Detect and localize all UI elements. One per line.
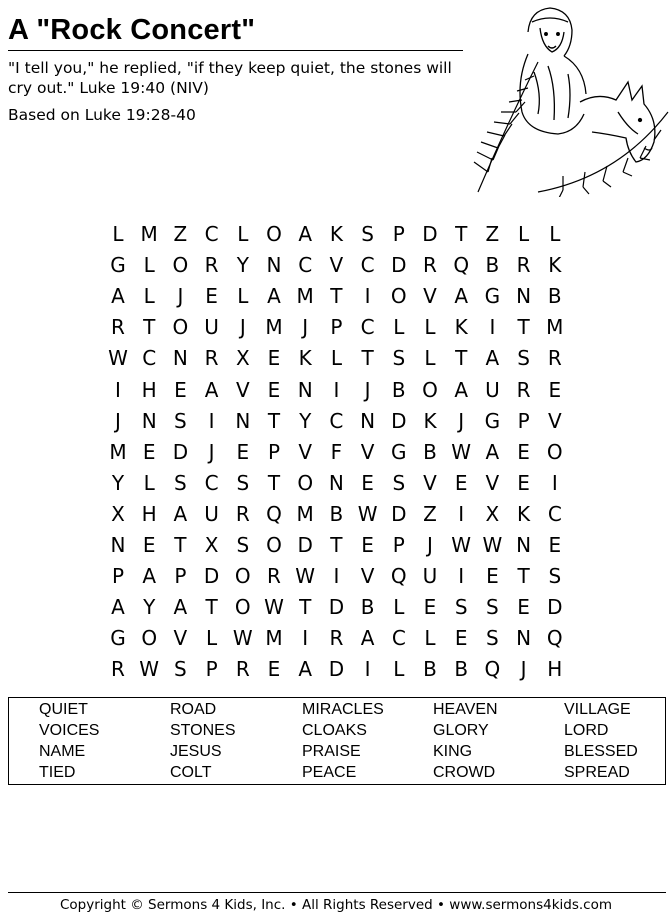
grid-letter: L	[393, 657, 405, 682]
grid-letter: J	[458, 408, 465, 433]
grid-letter: Z	[485, 222, 500, 246]
grid-letter: D	[547, 595, 563, 620]
grid-letter: D	[391, 253, 407, 278]
grid-letter: S	[392, 346, 406, 371]
grid-letter: E	[142, 533, 156, 557]
grid-letter: R	[235, 501, 250, 526]
grid-letter: B	[454, 657, 469, 682]
grid-letter: I	[208, 408, 215, 433]
grid-letter: O	[546, 439, 563, 464]
grid-letter: Y	[143, 595, 156, 620]
grid-letter: M	[109, 439, 127, 464]
grid-letter: L	[424, 346, 436, 371]
page-title: A "Rock Concert"	[8, 14, 256, 46]
based-on-reference: Based on Luke 19:28-40	[8, 106, 196, 124]
grid-letter: X	[485, 501, 500, 526]
grid-letter: W	[295, 564, 316, 589]
grid-letter: O	[266, 222, 282, 246]
grid-letter: U	[422, 564, 438, 589]
word-list-item: CROWD	[433, 764, 496, 781]
grid-letter: K	[454, 315, 468, 340]
grid-letter: D	[391, 408, 407, 433]
grid-letter: E	[548, 377, 562, 402]
grid-letter: O	[390, 284, 407, 309]
grid-letter: A	[173, 501, 188, 526]
word-list-item: PRAISE	[302, 743, 361, 760]
grid-letter: S	[236, 470, 250, 495]
grid-letter: E	[517, 439, 530, 464]
grid-letter: E	[142, 439, 156, 464]
grid-letter: L	[206, 626, 218, 651]
grid-letter: W	[482, 533, 503, 557]
grid-letter: E	[454, 470, 468, 495]
grid-letter: L	[549, 222, 561, 246]
grid-letter: A	[204, 377, 219, 402]
grid-letter: T	[455, 222, 468, 246]
grid-letter: W	[357, 501, 378, 526]
grid-letter: S	[236, 533, 250, 557]
grid-letter: I	[458, 564, 465, 589]
grid-letter: V	[298, 439, 313, 464]
grid-letter: B	[485, 253, 500, 278]
grid-letter: U	[485, 377, 500, 402]
grid-letter: K	[329, 222, 343, 246]
grid-letter: T	[361, 346, 374, 371]
grid-letter: X	[235, 346, 250, 371]
grid-letter: G	[484, 284, 501, 309]
grid-letter: J	[177, 284, 184, 309]
grid-letter: L	[237, 222, 249, 246]
grid-letter: J	[239, 315, 246, 340]
grid-letter: A	[454, 284, 469, 309]
grid-letter: I	[115, 377, 121, 402]
grid-letter: R	[329, 626, 344, 651]
grid-letter: I	[489, 315, 496, 340]
grid-letter: E	[517, 595, 530, 620]
grid-letter: N	[266, 253, 282, 278]
grid-letter: E	[267, 377, 281, 402]
grid-letter: M	[296, 501, 314, 526]
grid-letter: L	[518, 222, 530, 246]
grid-letter: I	[551, 470, 558, 495]
word-list-item: VOICES	[39, 722, 100, 739]
grid-letter: C	[360, 315, 375, 340]
grid-letter: C	[142, 346, 157, 371]
grid-letter: L	[393, 595, 405, 620]
grid-letter: E	[486, 564, 499, 589]
grid-letter: D	[328, 657, 345, 682]
grid-letter: W	[108, 346, 128, 371]
grid-letter: S	[392, 470, 406, 495]
footer-divider	[8, 892, 666, 893]
grid-letter: S	[174, 470, 187, 495]
grid-letter: E	[205, 284, 218, 309]
grid-letter: H	[141, 501, 157, 526]
grid-letter: L	[424, 626, 436, 651]
grid-letter: Z	[173, 222, 188, 246]
grid-letter: O	[172, 315, 189, 340]
grid-letter: N	[328, 470, 344, 495]
grid-letter: Y	[236, 253, 249, 278]
grid-letter: Z	[423, 501, 437, 526]
grid-letter: K	[423, 408, 437, 433]
grid-letter: Y	[111, 470, 125, 495]
grid-letter: O	[141, 626, 158, 651]
grid-letter: W	[264, 595, 284, 620]
grid-letter: T	[205, 595, 218, 620]
grid-letter: A	[267, 284, 281, 309]
grid-letter: B	[423, 439, 437, 464]
grid-letter: J	[115, 408, 121, 433]
grid-letter: A	[173, 595, 188, 620]
grid-letter: N	[516, 284, 532, 309]
grid-letter: R	[204, 253, 219, 278]
grid-letter: O	[422, 377, 438, 402]
grid-letter: T	[174, 533, 187, 557]
grid-letter: I	[458, 501, 465, 526]
grid-letter: S	[174, 657, 187, 682]
grid-letter: J	[208, 439, 215, 464]
grid-letter: D	[391, 501, 407, 526]
grid-letter: L	[112, 222, 124, 246]
grid-letter: Q	[390, 564, 407, 589]
grid-letter: A	[298, 222, 313, 246]
grid-letter: Q	[546, 626, 563, 651]
grid-letter: N	[516, 533, 532, 557]
grid-letter: V	[360, 439, 375, 464]
grid-letter: L	[143, 253, 155, 278]
grid-letter: C	[547, 501, 562, 526]
word-list-item: PEACE	[302, 764, 357, 781]
word-list-item: STONES	[170, 722, 236, 739]
word-list-item: HEAVEN	[433, 701, 498, 718]
grid-letter: J	[520, 657, 527, 682]
grid-letter: V	[329, 253, 344, 278]
grid-letter: R	[111, 657, 125, 682]
grid-letter: E	[174, 377, 187, 402]
grid-letter: O	[172, 253, 189, 278]
grid-letter: E	[361, 533, 374, 557]
grid-letter: C	[329, 408, 344, 433]
grid-letter: P	[392, 533, 405, 557]
grid-letter: M	[546, 315, 564, 340]
word-list-item: TIED	[39, 764, 76, 781]
grid-letter: Q	[266, 501, 282, 526]
grid-letter: I	[302, 626, 309, 651]
grid-letter: D	[328, 595, 345, 620]
grid-letter: W	[232, 626, 253, 651]
grid-letter: K	[548, 253, 562, 278]
grid-letter: S	[361, 222, 374, 246]
grid-letter: E	[267, 657, 281, 682]
grid-letter: R	[547, 346, 562, 371]
grid-letter: N	[141, 408, 157, 433]
grid-letter: S	[486, 626, 499, 651]
grid-letter: V	[173, 626, 188, 651]
word-list-item: BLESSED	[564, 743, 638, 760]
grid-letter: A	[360, 626, 375, 651]
grid-letter: I	[364, 284, 371, 309]
grid-letter: P	[205, 657, 218, 682]
grid-letter: F	[330, 439, 343, 464]
grid-letter: V	[485, 470, 500, 495]
grid-letter: V	[547, 408, 562, 433]
grid-letter: W	[139, 657, 160, 682]
grid-letter: Q	[484, 657, 501, 682]
grid-letter: J	[364, 377, 371, 402]
grid-letter: E	[454, 626, 468, 651]
grid-letter: D	[203, 564, 220, 589]
jesus-on-donkey-illustration	[468, 2, 670, 197]
grid-letter: N	[110, 533, 126, 557]
grid-letter: V	[423, 284, 437, 309]
grid-letter: T	[330, 533, 343, 557]
word-list-item: LORD	[564, 722, 609, 739]
grid-letter: L	[143, 470, 155, 495]
grid-letter: S	[548, 564, 562, 589]
grid-letter: N	[360, 408, 376, 433]
grid-letter: E	[517, 470, 530, 495]
grid-letter: O	[266, 533, 282, 557]
word-list-item: JESUS	[170, 743, 222, 760]
word-list-item: VILLAGE	[564, 701, 631, 718]
grid-letter: B	[360, 595, 375, 620]
grid-letter: E	[548, 533, 562, 557]
grid-letter: M	[296, 284, 314, 309]
grid-letter: Q	[453, 253, 470, 278]
grid-letter: D	[297, 533, 313, 557]
grid-letter: T	[267, 470, 281, 495]
grid-letter: N	[172, 346, 188, 371]
grid-letter: S	[174, 408, 187, 433]
grid-letter: X	[204, 533, 219, 557]
grid-letter: E	[267, 346, 281, 371]
grid-letter: J	[302, 315, 309, 340]
grid-letter: P	[392, 222, 405, 246]
grid-letter: L	[330, 346, 342, 371]
grid-letter: R	[516, 377, 531, 402]
grid-letter: B	[329, 501, 344, 526]
grid-letter: R	[516, 253, 531, 278]
grid-letter: R	[235, 657, 250, 682]
grid-letter: N	[516, 626, 532, 651]
grid-letter: X	[111, 501, 125, 526]
grid-letter: V	[360, 564, 375, 589]
word-list-box	[8, 697, 666, 785]
word-list-item: MIRACLES	[302, 701, 384, 718]
scripture-verse: "I tell you," he replied, "if they keep quiet, the stones will cry out." Luke 19:40 (NIV)	[8, 59, 452, 97]
grid-letter: P	[330, 315, 343, 340]
grid-letter: C	[204, 222, 219, 246]
grid-letter: B	[391, 377, 406, 402]
grid-letter: L	[143, 284, 155, 309]
grid-letter: E	[236, 439, 250, 464]
word-list-item: KING	[433, 743, 473, 760]
grid-letter: C	[360, 253, 375, 278]
grid-letter: V	[423, 470, 437, 495]
grid-letter: U	[204, 315, 219, 340]
grid-letter: R	[423, 253, 437, 278]
grid-letter: L	[393, 315, 405, 340]
grid-letter: A	[454, 377, 469, 402]
grid-letter: S	[486, 595, 499, 620]
copyright-footer: Copyright © Sermons 4 Kids, Inc. • All Rights Reserved • www.sermons4kids.com	[60, 897, 612, 913]
grid-letter: A	[111, 595, 125, 620]
grid-letter: C	[204, 470, 219, 495]
word-list-item: GLORY	[433, 722, 489, 739]
grid-letter: O	[297, 470, 314, 495]
grid-letter: I	[333, 377, 340, 402]
grid-letter: S	[454, 595, 468, 620]
grid-letter: A	[485, 439, 500, 464]
grid-letter: I	[364, 657, 371, 682]
grid-letter: O	[234, 595, 251, 620]
word-list-item: QUIET	[39, 701, 88, 718]
grid-letter: C	[298, 253, 313, 278]
grid-letter: A	[111, 284, 125, 309]
grid-letter: C	[391, 626, 406, 651]
grid-letter: N	[235, 408, 251, 433]
grid-letter: G	[391, 439, 407, 464]
grid-letter: M	[140, 222, 158, 246]
grid-letter: A	[485, 346, 500, 371]
grid-letter: P	[174, 564, 187, 589]
grid-letter: D	[172, 439, 189, 464]
grid-letter: T	[143, 315, 156, 340]
word-list-item: SPREAD	[564, 764, 630, 781]
grid-letter: P	[267, 439, 281, 464]
grid-letter: I	[333, 564, 340, 589]
grid-letter: L	[237, 284, 249, 309]
grid-letter: G	[110, 253, 126, 278]
grid-letter: E	[361, 470, 374, 495]
grid-letter: T	[517, 315, 530, 340]
grid-letter: Y	[299, 408, 312, 433]
grid-letter: O	[234, 564, 251, 589]
grid-letter: R	[111, 315, 125, 340]
grid-letter: J	[427, 533, 433, 557]
grid-letter: E	[423, 595, 437, 620]
grid-letter: L	[424, 315, 436, 340]
grid-letter: K	[298, 346, 312, 371]
grid-letter: R	[267, 564, 281, 589]
word-list-item: COLT	[170, 764, 212, 781]
grid-letter: S	[517, 346, 530, 371]
grid-letter: R	[204, 346, 219, 371]
grid-letter: T	[517, 564, 530, 589]
grid-letter: M	[265, 626, 283, 651]
word-list-item: NAME	[39, 743, 86, 760]
grid-letter: G	[110, 626, 126, 651]
grid-letter: T	[455, 346, 468, 371]
grid-letter: H	[547, 657, 563, 682]
grid-letter: D	[422, 222, 438, 246]
grid-letter: A	[142, 564, 157, 589]
title-divider	[8, 50, 463, 51]
grid-letter: B	[423, 657, 437, 682]
word-list-item: CLOAKS	[302, 722, 367, 739]
grid-letter: K	[517, 501, 531, 526]
grid-letter: G	[484, 408, 501, 433]
grid-letter: W	[451, 439, 472, 464]
grid-letter: H	[141, 377, 157, 402]
word-list-item: ROAD	[170, 701, 217, 718]
grid-letter: P	[517, 408, 530, 433]
grid-letter: T	[267, 408, 281, 433]
grid-letter: B	[547, 284, 562, 309]
grid-letter: W	[451, 533, 472, 557]
grid-letter: U	[204, 501, 219, 526]
grid-letter: M	[265, 315, 283, 340]
grid-letter: A	[298, 657, 313, 682]
grid-letter: P	[111, 564, 125, 589]
grid-letter: T	[330, 284, 343, 309]
grid-letter: V	[235, 377, 250, 402]
grid-letter: T	[299, 595, 312, 620]
grid-letter: N	[297, 377, 313, 402]
